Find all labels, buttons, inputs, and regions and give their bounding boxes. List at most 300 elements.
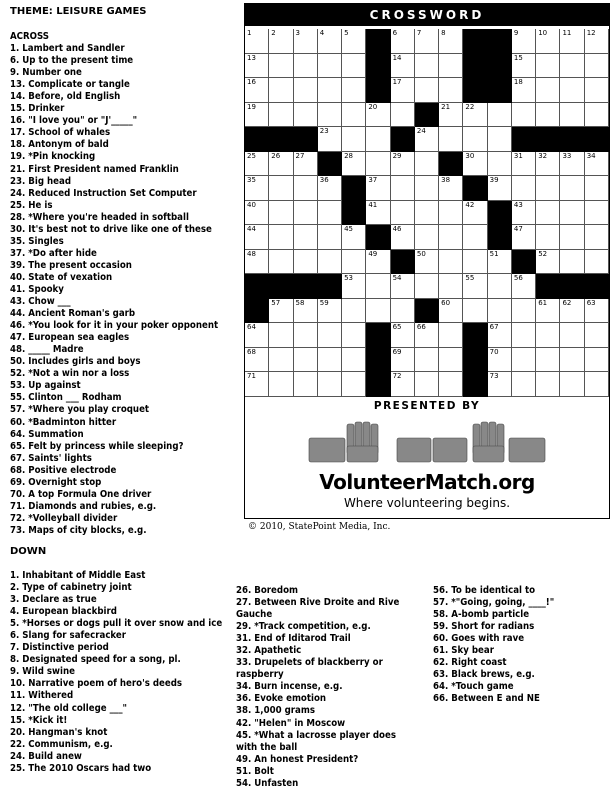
cell-number: 30 — [465, 151, 475, 160]
grid-cell[interactable] — [585, 250, 609, 275]
grid-cell[interactable] — [366, 176, 390, 201]
cell-number: 15 — [513, 53, 523, 62]
cell-number: 49 — [368, 249, 378, 258]
cell-number: 55 — [465, 274, 475, 283]
grid-cell[interactable] — [512, 225, 536, 250]
grid-cell[interactable] — [488, 176, 512, 201]
grid-cell[interactable] — [560, 29, 584, 54]
grid-cell[interactable] — [269, 201, 293, 226]
grid-cell[interactable] — [488, 250, 512, 275]
grid-cell[interactable] — [318, 127, 342, 152]
grid-cell[interactable] — [342, 152, 366, 177]
clue-down-54: 54. Unfasten — [236, 777, 299, 789]
clue-down-31: 31. End of Iditarod Trail — [236, 633, 351, 645]
grid-block — [488, 29, 512, 54]
grid-cell[interactable] — [560, 250, 584, 275]
clue-down-27: 27. Between Rive Droite and Rive Gauche — [236, 597, 400, 621]
cell-number: 2 — [271, 29, 276, 37]
grid-cell[interactable] — [342, 372, 366, 397]
presented-by-label: PRESENTED BY — [373, 400, 481, 412]
grid-cell[interactable] — [269, 29, 293, 54]
grid-cell[interactable] — [512, 348, 536, 373]
clue-across-28: 28. *Where you're headed in softball — [10, 211, 189, 223]
grid-cell[interactable] — [536, 176, 560, 201]
grid-cell[interactable] — [342, 250, 366, 275]
clue-across-53: 53. Up against — [10, 380, 81, 392]
down-clues-column-3 — [433, 585, 608, 705]
grid-cell[interactable] — [536, 225, 560, 250]
cell-number: 46 — [392, 225, 402, 234]
cell-number: 62 — [562, 298, 572, 307]
grid-cell[interactable] — [439, 323, 463, 348]
grid-cell[interactable] — [391, 323, 415, 348]
grid-cell[interactable] — [512, 54, 536, 79]
grid-cell[interactable] — [415, 29, 439, 54]
grid-cell[interactable] — [512, 152, 536, 177]
grid-cell[interactable] — [245, 29, 269, 54]
grid-cell[interactable] — [415, 54, 439, 79]
grid-block — [318, 274, 342, 299]
grid-cell[interactable] — [560, 201, 584, 226]
clue-across-68: 68. Positive electrode — [10, 464, 117, 476]
grid-cell[interactable] — [342, 225, 366, 250]
grid-cell[interactable] — [294, 225, 318, 250]
grid-cell[interactable] — [585, 348, 609, 373]
cell-number: 25 — [247, 151, 256, 160]
grid-cell[interactable] — [366, 127, 390, 152]
grid-block — [366, 225, 390, 250]
clue-down-59: 59. Short for radians — [433, 621, 535, 633]
grid-cell[interactable] — [318, 323, 342, 348]
grid-cell[interactable] — [366, 250, 390, 275]
cell-number: 31 — [513, 151, 523, 160]
grid-cell[interactable] — [391, 54, 415, 79]
cell-number: 26 — [271, 151, 281, 160]
grid-cell[interactable] — [488, 152, 512, 177]
grid-cell[interactable] — [585, 29, 609, 54]
grid-cell[interactable] — [366, 274, 390, 299]
grid-cell[interactable] — [463, 250, 487, 275]
clue-across-16: 16. "I love you" or "J'_____" — [10, 115, 138, 127]
grid-cell[interactable] — [269, 78, 293, 103]
grid-cell[interactable] — [512, 103, 536, 128]
grid-cell[interactable] — [269, 152, 293, 177]
grid-cell[interactable] — [560, 54, 584, 79]
grid-cell[interactable] — [463, 274, 487, 299]
grid-cell[interactable] — [512, 201, 536, 226]
clue-down-6: 6. Slang for safecracker — [10, 630, 127, 642]
grid-cell[interactable] — [560, 176, 584, 201]
grid-cell[interactable] — [318, 78, 342, 103]
grid-block — [269, 127, 293, 152]
grid-cell[interactable] — [463, 127, 487, 152]
grid-cell[interactable] — [463, 299, 487, 324]
grid-cell[interactable] — [342, 323, 366, 348]
grid-cell[interactable] — [488, 372, 512, 397]
grid-cell[interactable] — [415, 78, 439, 103]
grid-cell[interactable] — [463, 152, 487, 177]
cell-number: 16 — [247, 78, 256, 87]
grid-cell[interactable] — [512, 299, 536, 324]
cell-number: 14 — [392, 53, 402, 62]
grid-cell[interactable] — [536, 29, 560, 54]
grid-cell[interactable] — [415, 201, 439, 226]
volunteermatch-logo: VolunteerMatch.org — [319, 470, 535, 494]
cell-number: 4 — [319, 29, 325, 37]
cell-number: 56 — [513, 274, 523, 283]
grid-cell[interactable] — [585, 299, 609, 324]
clue-across-67: 67. Saints' lights — [10, 452, 92, 464]
grid-cell[interactable] — [391, 274, 415, 299]
grid-cell[interactable] — [391, 176, 415, 201]
grid-cell[interactable] — [585, 372, 609, 397]
grid-cell[interactable] — [488, 299, 512, 324]
grid-cell[interactable] — [512, 274, 536, 299]
grid-cell[interactable] — [536, 372, 560, 397]
grid-cell[interactable] — [366, 152, 390, 177]
grid-cell[interactable] — [585, 176, 609, 201]
grid-cell[interactable] — [391, 103, 415, 128]
grid-block — [585, 127, 609, 152]
grid-cell[interactable] — [415, 372, 439, 397]
grid-cell[interactable] — [245, 54, 269, 79]
grid-cell[interactable] — [294, 29, 318, 54]
cell-number: 21 — [441, 102, 451, 111]
grid-cell[interactable] — [415, 225, 439, 250]
grid-cell[interactable] — [342, 103, 366, 128]
grid-cell[interactable] — [294, 103, 318, 128]
cell-number: 36 — [319, 176, 329, 185]
grid-cell[interactable] — [245, 152, 269, 177]
grid-block — [391, 250, 415, 275]
clue-across-25: 25. He is — [10, 199, 53, 211]
clue-down-26: 26. Boredom — [236, 585, 299, 596]
grid-cell[interactable] — [536, 103, 560, 128]
clue-down-4: 4. European blackbird — [10, 606, 117, 618]
grid-cell[interactable] — [318, 54, 342, 79]
cell-number: 52 — [538, 249, 548, 258]
grid-cell[interactable] — [342, 127, 366, 152]
grid-cell[interactable] — [439, 176, 463, 201]
grid-cell[interactable] — [488, 348, 512, 373]
cell-number: 29 — [392, 151, 402, 160]
crossword-title: CROSSWORD — [245, 4, 609, 26]
clue-down-64: 64. *Touch game — [433, 681, 514, 693]
grid-cell[interactable] — [342, 78, 366, 103]
grid-cell[interactable] — [439, 78, 463, 103]
clue-down-32: 32. Apathetic — [236, 645, 302, 657]
cell-number: 40 — [247, 200, 256, 209]
grid-cell[interactable] — [512, 372, 536, 397]
cell-number: 70 — [489, 347, 499, 356]
grid-cell[interactable] — [294, 78, 318, 103]
grid-block — [585, 274, 609, 299]
grid-cell[interactable] — [391, 372, 415, 397]
grid-cell[interactable] — [585, 54, 609, 79]
clue-across-43: 43. Chow ___ — [10, 296, 71, 308]
grid-cell[interactable] — [294, 299, 318, 324]
grid-cell[interactable] — [294, 201, 318, 226]
crossword-panel — [244, 3, 610, 519]
grid-cell[interactable] — [415, 176, 439, 201]
grid-block — [366, 29, 390, 54]
grid-cell[interactable] — [342, 299, 366, 324]
grid-cell[interactable] — [391, 78, 415, 103]
clue-across-1: 1. Lambert and Sandler — [10, 43, 125, 55]
grid-block — [512, 250, 536, 275]
grid-cell[interactable] — [245, 176, 269, 201]
grid-cell[interactable] — [245, 323, 269, 348]
cell-number: 51 — [489, 249, 499, 258]
clue-down-45: 45. *What a lacrosse player does with the ball — [236, 729, 396, 753]
clue-across-64: 64. Summation — [10, 428, 84, 440]
grid-block — [366, 348, 390, 373]
clue-down-63: 63. Black brews, e.g. — [433, 669, 535, 681]
grid-cell[interactable] — [439, 372, 463, 397]
clue-down-3: 3. Declare as true — [10, 594, 97, 606]
grid-cell[interactable] — [294, 323, 318, 348]
grid-cell[interactable] — [269, 225, 293, 250]
sponsor-hands-logo — [307, 420, 547, 464]
clue-across-21: 21. First President named Franklin — [10, 163, 179, 175]
grid-cell[interactable] — [536, 323, 560, 348]
grid-cell[interactable] — [439, 54, 463, 79]
grid-cell[interactable] — [294, 250, 318, 275]
grid-cell[interactable] — [439, 299, 463, 324]
grid-cell[interactable] — [294, 372, 318, 397]
grid-cell[interactable] — [391, 152, 415, 177]
grid-cell[interactable] — [488, 103, 512, 128]
clue-down-8: 8. Designated speed for a song, pl. — [10, 654, 181, 666]
grid-block — [415, 103, 439, 128]
across-clues — [10, 31, 246, 537]
grid-cell[interactable] — [318, 372, 342, 397]
grid-cell[interactable] — [342, 54, 366, 79]
grid-cell[interactable] — [245, 201, 269, 226]
grid-cell[interactable] — [536, 78, 560, 103]
grid-cell[interactable] — [269, 299, 293, 324]
cell-number: 10 — [538, 29, 548, 37]
grid-cell[interactable] — [536, 348, 560, 373]
grid-cell[interactable] — [318, 250, 342, 275]
grid-cell[interactable] — [318, 348, 342, 373]
grid-cell[interactable] — [439, 348, 463, 373]
grid-cell[interactable] — [463, 103, 487, 128]
grid-cell[interactable] — [560, 372, 584, 397]
down-clues-column-2 — [236, 585, 414, 790]
clue-down-57: 57. *"Going, going, ____!" — [433, 597, 555, 609]
grid-cell[interactable] — [439, 225, 463, 250]
cell-number: 22 — [465, 102, 475, 111]
cell-number: 11 — [562, 29, 572, 37]
cell-number: 34 — [586, 151, 596, 160]
clue-down-58: 58. A-bomb particle — [433, 609, 530, 621]
grid-cell[interactable] — [269, 372, 293, 397]
grid-cell[interactable] — [269, 250, 293, 275]
grid-block — [463, 78, 487, 103]
grid-cell[interactable] — [318, 29, 342, 54]
grid-cell[interactable] — [391, 201, 415, 226]
down-clues-column-1 — [10, 570, 230, 775]
grid-cell[interactable] — [560, 299, 584, 324]
grid-cell[interactable] — [536, 250, 560, 275]
grid-cell[interactable] — [269, 348, 293, 373]
grid-block — [560, 127, 584, 152]
grid-cell[interactable] — [245, 225, 269, 250]
grid-cell[interactable] — [439, 250, 463, 275]
grid-block — [488, 225, 512, 250]
grid-block — [463, 323, 487, 348]
clue-down-33: 33. Drupelets of blackberry or raspberry — [236, 657, 383, 681]
clue-down-2: 2. Type of cabinetry joint — [10, 582, 132, 594]
grid-cell[interactable] — [585, 152, 609, 177]
cell-number: 59 — [319, 298, 329, 307]
grid-cell[interactable] — [439, 201, 463, 226]
grid-cell[interactable] — [269, 323, 293, 348]
grid-cell[interactable] — [269, 54, 293, 79]
clue-across-18: 18. Antonym of bald — [10, 139, 109, 151]
grid-cell[interactable] — [536, 54, 560, 79]
grid-cell[interactable] — [560, 323, 584, 348]
grid-block — [463, 348, 487, 373]
grid-cell[interactable] — [366, 299, 390, 324]
clue-down-49: 49. An honest President? — [236, 753, 359, 765]
clue-down-42: 42. "Helen" in Moscow — [236, 717, 346, 729]
grid-cell[interactable] — [391, 299, 415, 324]
grid-cell[interactable] — [294, 54, 318, 79]
grid-cell[interactable] — [245, 78, 269, 103]
grid-cell[interactable] — [415, 127, 439, 152]
grid-cell[interactable] — [463, 201, 487, 226]
cell-number: 7 — [416, 29, 422, 37]
cell-number: 19 — [247, 102, 256, 111]
cell-number: 43 — [513, 200, 523, 209]
grid-cell[interactable] — [560, 152, 584, 177]
grid-cell[interactable] — [439, 274, 463, 299]
cell-number: 23 — [319, 127, 329, 136]
grid-cell[interactable] — [536, 201, 560, 226]
clue-across-6: 6. Up to the present time — [10, 55, 134, 67]
grid-block — [294, 274, 318, 299]
grid-cell[interactable] — [366, 103, 390, 128]
grid-cell[interactable] — [294, 152, 318, 177]
grid-cell[interactable] — [366, 201, 390, 226]
grid-cell[interactable] — [318, 103, 342, 128]
grid-cell[interactable] — [269, 176, 293, 201]
cell-number: 61 — [538, 298, 548, 307]
cell-number: 65 — [392, 323, 402, 332]
crossword-grid — [245, 29, 609, 397]
cell-number: 28 — [344, 151, 353, 160]
grid-cell[interactable] — [342, 348, 366, 373]
sponsor-tagline: Where volunteering begins. — [343, 496, 511, 510]
cell-number: 41 — [368, 200, 378, 209]
cell-number: 35 — [247, 176, 256, 185]
grid-cell[interactable] — [560, 348, 584, 373]
grid-cell[interactable] — [560, 78, 584, 103]
grid-cell[interactable] — [342, 29, 366, 54]
grid-cell[interactable] — [391, 348, 415, 373]
grid-cell[interactable] — [439, 29, 463, 54]
cell-number: 32 — [538, 151, 548, 160]
grid-block — [536, 274, 560, 299]
grid-cell[interactable] — [439, 103, 463, 128]
clue-across-52: 52. *Not a win nor a loss — [10, 368, 130, 380]
grid-cell[interactable] — [294, 348, 318, 373]
grid-cell[interactable] — [294, 176, 318, 201]
grid-cell[interactable] — [391, 225, 415, 250]
grid-cell[interactable] — [318, 299, 342, 324]
grid-cell[interactable] — [585, 103, 609, 128]
clue-across-37: 37. *Do after hide — [10, 247, 97, 259]
cell-number: 39 — [489, 176, 499, 185]
grid-block — [342, 201, 366, 226]
grid-cell[interactable] — [415, 152, 439, 177]
grid-cell[interactable] — [245, 250, 269, 275]
grid-cell[interactable] — [269, 103, 293, 128]
grid-cell[interactable] — [488, 274, 512, 299]
clue-across-24: 24. Reduced Instruction Set Computer — [10, 187, 197, 199]
clue-across-71: 71. Diamonds and rubies, e.g. — [10, 500, 157, 512]
grid-cell[interactable] — [560, 225, 584, 250]
grid-cell[interactable] — [318, 176, 342, 201]
grid-cell[interactable] — [585, 225, 609, 250]
cell-number: 13 — [247, 53, 256, 62]
grid-cell[interactable] — [488, 127, 512, 152]
grid-block — [488, 54, 512, 79]
grid-cell[interactable] — [245, 348, 269, 373]
grid-cell[interactable] — [342, 274, 366, 299]
grid-cell[interactable] — [415, 348, 439, 373]
grid-cell[interactable] — [245, 372, 269, 397]
clue-across-57: 57. *Where you play croquet — [10, 404, 150, 416]
grid-block — [439, 152, 463, 177]
grid-cell[interactable] — [536, 152, 560, 177]
grid-cell[interactable] — [415, 323, 439, 348]
grid-cell[interactable] — [560, 103, 584, 128]
grid-cell[interactable] — [318, 201, 342, 226]
clue-down-38: 38. 1,000 grams — [236, 705, 315, 717]
grid-cell[interactable] — [488, 323, 512, 348]
clue-across-30: 30. It's best not to drive like one of these — [10, 223, 212, 235]
grid-cell[interactable] — [415, 250, 439, 275]
grid-cell[interactable] — [512, 323, 536, 348]
grid-cell[interactable] — [512, 176, 536, 201]
grid-cell[interactable] — [391, 29, 415, 54]
grid-cell[interactable] — [585, 323, 609, 348]
grid-block — [536, 127, 560, 152]
grid-cell[interactable] — [245, 103, 269, 128]
grid-cell[interactable] — [585, 201, 609, 226]
copyright-notice: © 2010, StatePoint Media, Inc. — [248, 522, 391, 532]
grid-block — [463, 176, 487, 201]
grid-cell[interactable] — [439, 127, 463, 152]
grid-cell[interactable] — [512, 78, 536, 103]
grid-cell[interactable] — [318, 225, 342, 250]
grid-cell[interactable] — [536, 299, 560, 324]
clue-down-24: 24. Build anew — [10, 750, 82, 762]
cell-number: 3 — [295, 29, 300, 37]
cell-number: 69 — [392, 347, 402, 356]
grid-cell[interactable] — [512, 29, 536, 54]
grid-cell[interactable] — [463, 225, 487, 250]
clue-down-36: 36. Evoke emotion — [236, 693, 327, 705]
grid-cell[interactable] — [585, 78, 609, 103]
clue-across-40: 40. State of vexation — [10, 271, 113, 283]
grid-block — [512, 127, 536, 152]
grid-block — [269, 274, 293, 299]
grid-cell[interactable] — [415, 274, 439, 299]
